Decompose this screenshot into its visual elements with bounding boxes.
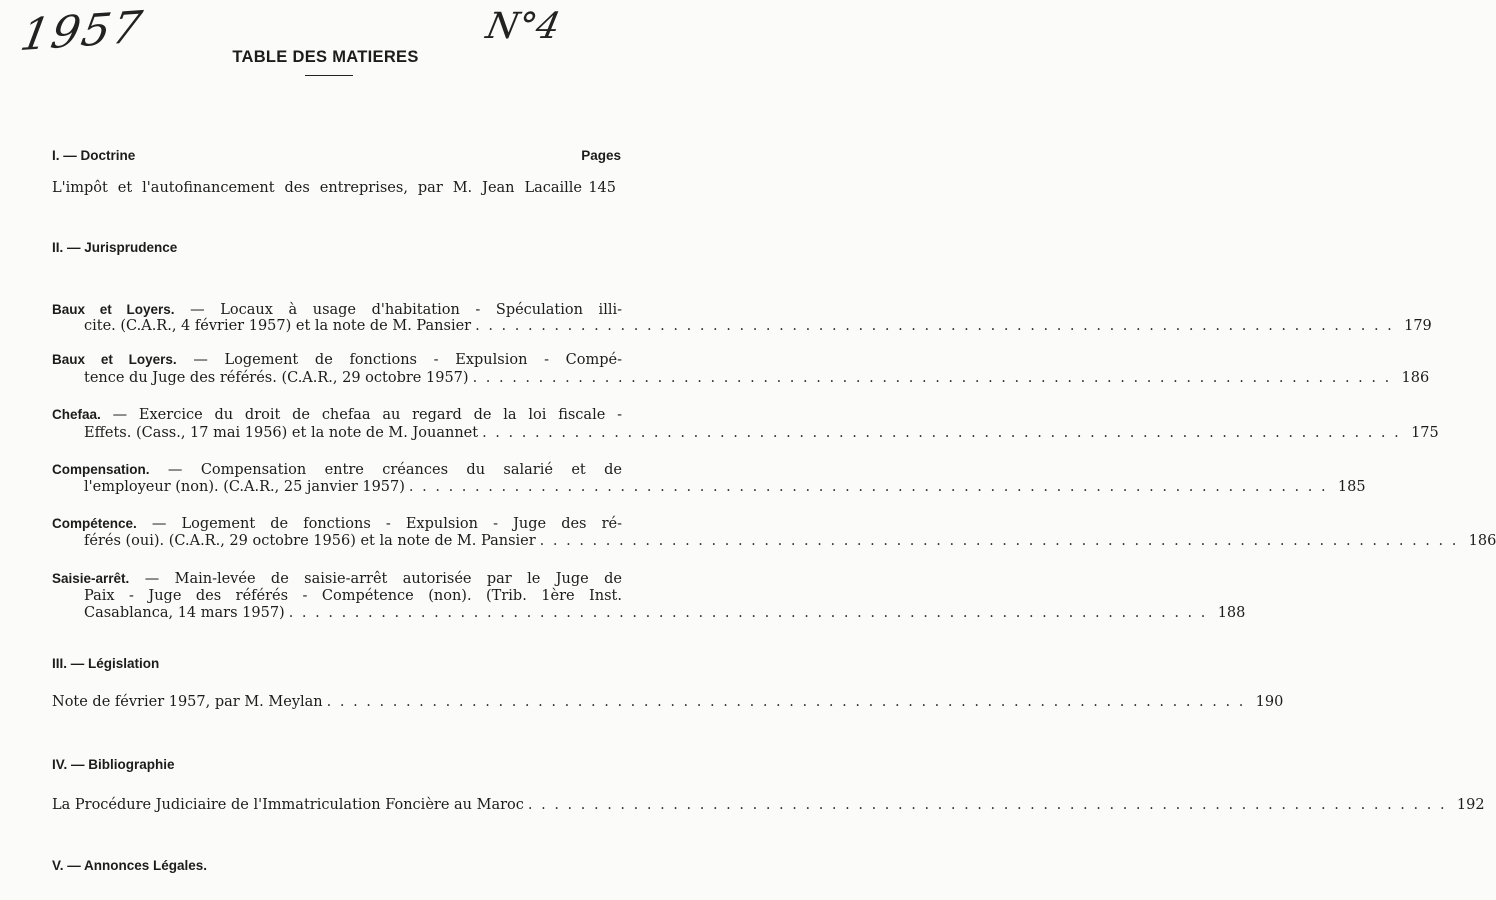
toc-entry-page: 190 <box>1255 694 1284 710</box>
toc-entry-continuation: Effets. (Cass., 17 mai 1956) et la note de M. Jouannet . . . 175 <box>84 423 622 443</box>
toc-entry-page: 192 <box>1456 797 1485 813</box>
handwritten-issue-number: N°4 <box>482 6 564 47</box>
toc-entry-page: 186 <box>1468 533 1496 549</box>
toc-entry-continuation: tence du Juge des référés. (C.A.R., 29 octobre 1957) . . . 186 <box>84 368 622 388</box>
toc-entry <box>52 405 622 425</box>
toc-entry-text: Chefaa. — Exercice du droit de chefaa au regard de la loi fiscale - <box>52 407 623 423</box>
toc-entry-page: 185 <box>1337 479 1366 495</box>
handwritten-year: 1957 <box>16 1 148 62</box>
section-heading-bibliographie: IV. — Bibliographie <box>52 757 175 772</box>
toc-entry-text: L'impôt et l'autofinancement des entreprises, par M. Jean Lacaille <box>52 180 582 196</box>
toc-entry-page: 188 <box>1217 605 1246 621</box>
section-heading-annonces-legales: V. — Annonces Légales. <box>52 858 208 873</box>
toc-entry-continuation: cite. (C.A.R., 4 février 1957) et la note de M. Pansier . . . 179 <box>84 316 622 336</box>
toc-entry-text: Note de février 1957, par M. Meylan <box>52 694 323 710</box>
toc-entry-page: 175 <box>1411 425 1439 441</box>
toc-entry-text: Saisie-arrêt. — Main-levée de saisie-arrêt autorisée par le Juge de <box>52 571 623 587</box>
toc-entry <box>52 350 622 370</box>
toc-entry-text: Baux et Loyers. — Locaux à usage d'habitation - Spéculation illi- <box>52 302 623 318</box>
section-heading-jurisprudence: II. — Jurisprudence <box>52 240 178 255</box>
title-underline <box>305 75 353 76</box>
pages-column-header: Pages <box>581 148 621 163</box>
toc-entry-text: La Procédure Judiciaire de l'Immatriculation Foncière au Maroc <box>52 797 524 813</box>
toc-entry-text: Baux et Loyers. — Logement de fonctions - Expulsion - Compé- <box>52 352 622 368</box>
toc-entry-continuation: l'employeur (non). (C.A.R., 25 janvier 1957) . . . 185 <box>84 477 622 497</box>
toc-entry <box>52 692 1284 712</box>
toc-entry-text: Compétence. — Logement de fonctions - Expulsion - Juge des ré- <box>52 516 622 532</box>
toc-entry-page: 179 <box>1404 318 1432 334</box>
toc-entry <box>52 795 1485 815</box>
toc-entry-continuation: férés (oui). (C.A.R., 29 octobre 1956) et la note de M. Pansier . . . 186 <box>84 531 622 551</box>
toc-entry-continuation: Casablanca, 14 mars 1957) . . . 188 <box>84 603 622 623</box>
toc-entry-page: 145 <box>588 180 616 196</box>
section-heading-legislation: III. — Législation <box>52 656 160 671</box>
section-heading-doctrine: I. — Doctrine <box>52 148 136 163</box>
toc-entry <box>52 178 622 198</box>
toc-entry-text: Compensation. — Compensation entre créances du salarié et de <box>52 462 623 478</box>
toc-entry-continuation: Paix - Juge des référés - Compétence (non). (Trib. 1ère Inst. <box>84 588 622 604</box>
toc-entry-page: 186 <box>1401 370 1430 386</box>
page-title: TABLE DES MATIERES <box>232 48 419 66</box>
